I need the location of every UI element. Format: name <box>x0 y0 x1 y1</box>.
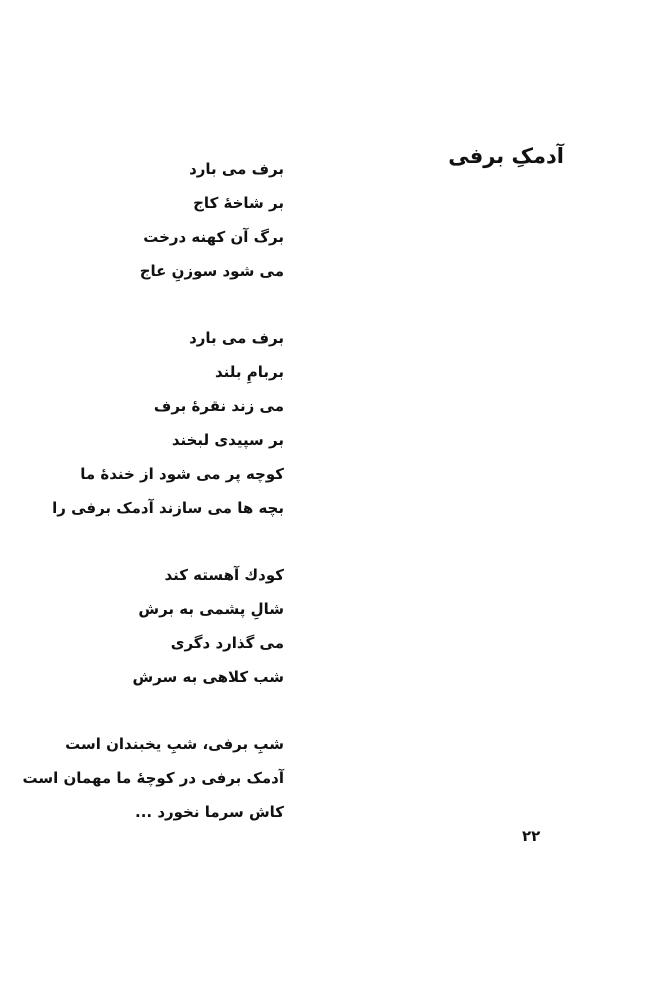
poem-line: برف می بارد <box>189 329 284 347</box>
poem-line: می گذارد دگری <box>170 634 284 652</box>
poem-line: کوچه پر می شود از خندهٔ ما <box>80 465 284 483</box>
poem-line: بربامِ بلند <box>215 363 284 381</box>
poem-line: شالِ پشمی به برش <box>138 600 284 618</box>
stanza-3 <box>44 558 284 694</box>
poem-line: برف می بارد <box>189 160 284 178</box>
poem-line: بر شاخهٔ کاج <box>193 194 284 212</box>
page-number: ۲۲ <box>522 827 541 845</box>
poem-line: شب کلاهی به سرش <box>132 668 284 686</box>
poem-line: می شود سوزنِ عاج <box>139 262 284 280</box>
poem-line: برگ آن کهنه درخت <box>143 228 284 246</box>
stanza-2 <box>44 321 284 525</box>
poem-line: بچه ها می سازند آدمک برفی را <box>52 499 284 517</box>
stanza-1 <box>44 152 284 288</box>
poem-body <box>22 152 284 829</box>
poem-line: کودك آهسته کند <box>164 566 284 584</box>
poem-line: شبِ برفی، شبِ یخبندان است <box>65 735 284 753</box>
poem-line: آدمک برفی در کوچهٔ ما مهمان است <box>22 769 284 787</box>
poem-title: آدمکِ برفی <box>448 144 564 168</box>
poem-line: بر سپیدی لبخند <box>171 431 284 449</box>
poem-line: کاش سرما نخورد ... <box>135 803 284 821</box>
stanza-4 <box>22 727 284 829</box>
poem-line: می زند نقرهٔ برف <box>153 397 284 415</box>
